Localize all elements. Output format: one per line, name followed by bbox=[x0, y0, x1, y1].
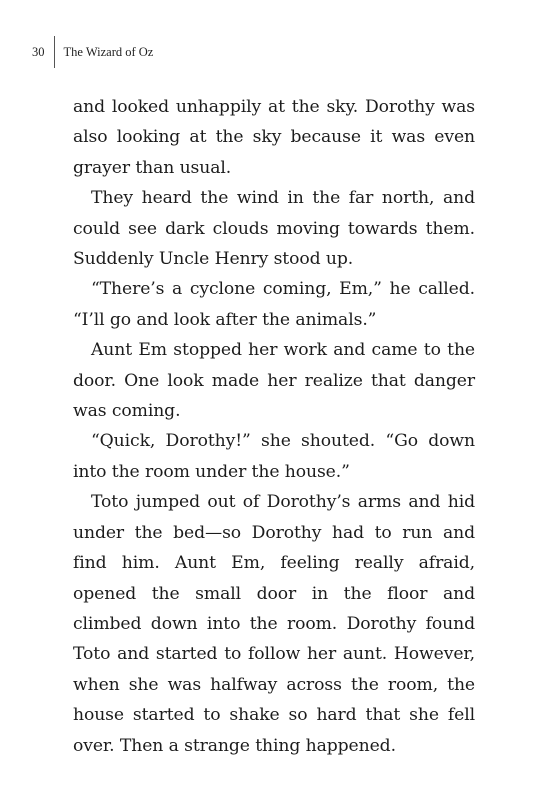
paragraph: “There’s a cyclone coming, Em,” he called. “I’ll go and look after the animals.” bbox=[73, 279, 475, 330]
page-number: 30 bbox=[32, 44, 45, 59]
paragraph: Toto jumped out of Dorothy’s arms and hid under the bed—so Dorothy had to run and find him. Aunt Em, feeling really afraid, opened the small door in the floor and climbed down into the room. Dorothy found Toto and started to follow her aunt. However, when she was halfway across the room, the house started to shake so hard that she fell over. Then a strange thing happened. bbox=[73, 492, 475, 756]
running-head bbox=[32, 35, 153, 69]
paragraph: and looked unhappily at the sky. Dorothy was also looking at the sky because it was even grayer than usual. bbox=[73, 97, 475, 178]
body-text bbox=[73, 92, 475, 761]
paragraph: They heard the wind in the far north, and could see dark clouds moving towards them. Suddenly Uncle Henry stood up. bbox=[73, 188, 475, 270]
paragraph: Aunt Em stopped her work and came to the door. One look made her realize that danger was coming. bbox=[73, 340, 475, 422]
paragraph: “Quick, Dorothy!” she shouted. “Go down into the room under the house.” bbox=[73, 431, 475, 482]
book-title: The Wizard of Oz bbox=[63, 44, 154, 59]
